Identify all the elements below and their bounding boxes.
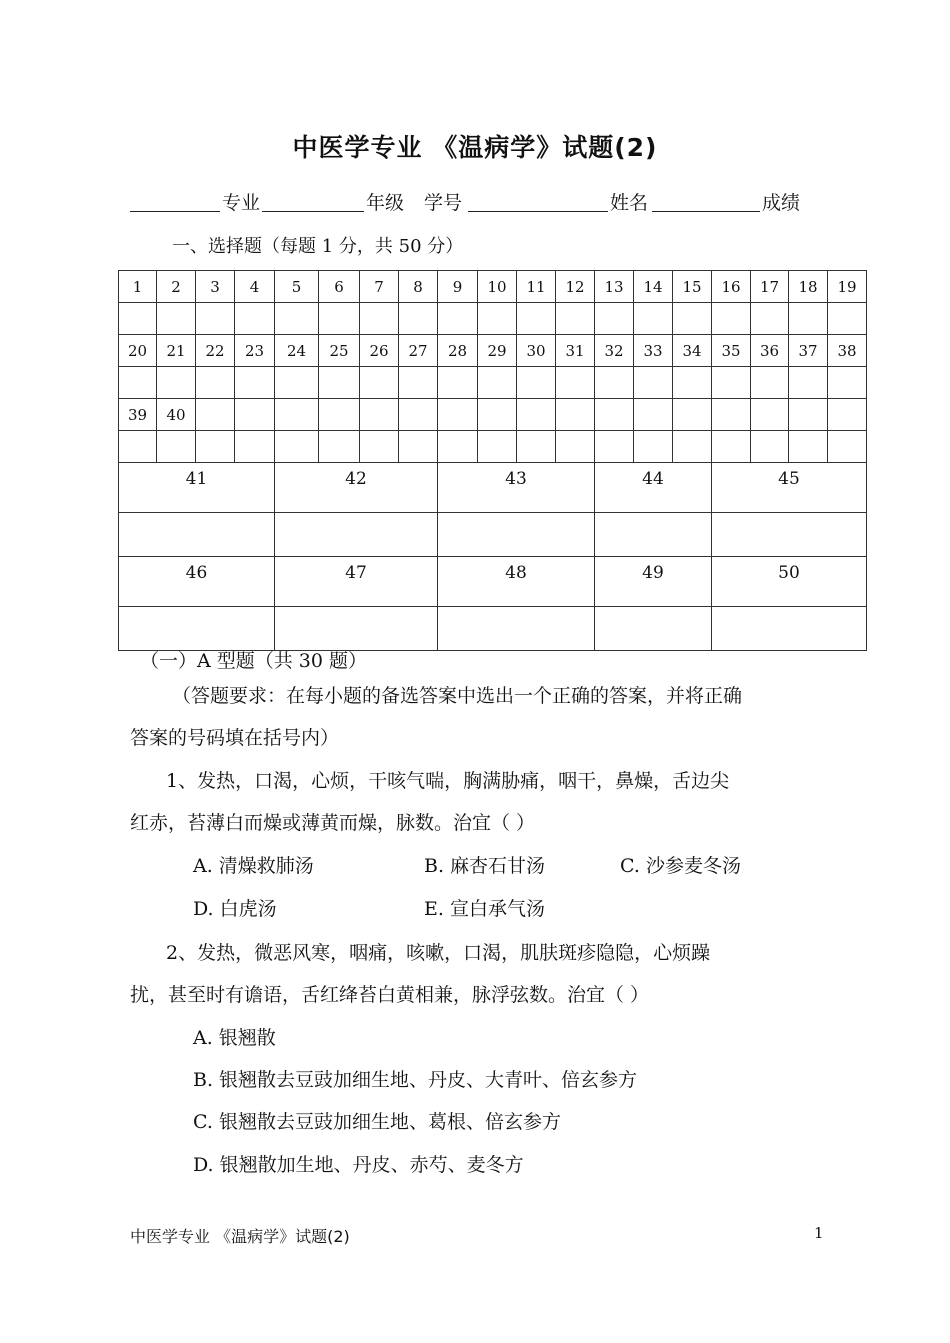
answer-cell[interactable] bbox=[789, 367, 828, 399]
grid-empty-cell bbox=[751, 399, 789, 431]
grid-empty-cell bbox=[196, 431, 235, 463]
student-id-blank[interactable] bbox=[468, 211, 608, 212]
answer-cell[interactable] bbox=[634, 367, 673, 399]
grid-number: 3 bbox=[196, 271, 235, 303]
grid-number: 28 bbox=[438, 335, 478, 367]
grid-number: 42 bbox=[275, 463, 438, 513]
score-label: 成绩 bbox=[762, 192, 801, 214]
grid-number: 44 bbox=[595, 463, 712, 513]
grid-number: 36 bbox=[751, 335, 789, 367]
grid-empty-cell bbox=[634, 431, 673, 463]
answer-cell[interactable] bbox=[275, 513, 438, 557]
grade-label: 年级 bbox=[366, 192, 405, 214]
page-footer: 中医学专业 《温病学》试题(2) bbox=[130, 1227, 350, 1246]
grid-empty-cell bbox=[673, 431, 712, 463]
answer-cell[interactable] bbox=[399, 303, 438, 335]
answer-cell[interactable] bbox=[275, 303, 319, 335]
requirement-line-1: （答题要求：在每小题的备选答案中选出一个正确的答案，并将正确 bbox=[172, 685, 743, 707]
grid-number: 18 bbox=[789, 271, 828, 303]
grid-number-row-4 bbox=[119, 463, 867, 513]
grid-empty-cell bbox=[517, 399, 556, 431]
answer-cell[interactable] bbox=[319, 303, 360, 335]
grid-number: 29 bbox=[478, 335, 517, 367]
answer-cell[interactable] bbox=[438, 303, 478, 335]
question-1-stem-2: 红赤，苔薄白而燥或薄黄而燥，脉数。治宜（ ） bbox=[130, 812, 536, 834]
grid-empty-cell bbox=[634, 399, 673, 431]
grid-number: 35 bbox=[712, 335, 751, 367]
grid-number: 41 bbox=[119, 463, 275, 513]
answer-cell[interactable] bbox=[789, 303, 828, 335]
grid-number: 31 bbox=[556, 335, 595, 367]
grid-number: 7 bbox=[360, 271, 399, 303]
answer-cell[interactable] bbox=[712, 513, 867, 557]
name-label: 姓名 bbox=[610, 192, 649, 214]
grid-empty-cell bbox=[789, 431, 828, 463]
answer-cell[interactable] bbox=[438, 367, 478, 399]
grid-empty-cell bbox=[789, 399, 828, 431]
grid-empty-cell bbox=[438, 399, 478, 431]
answer-cell[interactable] bbox=[517, 367, 556, 399]
answer-cell[interactable] bbox=[828, 367, 867, 399]
grid-empty-cell bbox=[438, 431, 478, 463]
grid-number: 33 bbox=[634, 335, 673, 367]
question-2-option-c[interactable]: C. 银翘散去豆豉加细生地、葛根、倍玄参方 bbox=[193, 1111, 561, 1133]
grid-number: 49 bbox=[595, 557, 712, 607]
grid-number: 40 bbox=[157, 399, 196, 431]
grid-empty-cell bbox=[319, 431, 360, 463]
grid-answer-row-2 bbox=[119, 367, 867, 399]
grid-number-row-3 bbox=[119, 399, 867, 431]
grid-number: 25 bbox=[319, 335, 360, 367]
grid-empty-cell bbox=[235, 399, 275, 431]
grid-empty-cell bbox=[235, 431, 275, 463]
grid-number: 43 bbox=[438, 463, 595, 513]
answer-cell[interactable] bbox=[157, 367, 196, 399]
grid-empty-cell bbox=[751, 431, 789, 463]
grid-number: 47 bbox=[275, 557, 438, 607]
grid-answer-row-1 bbox=[119, 303, 867, 335]
section-heading: 一、选择题（每题 1 分，共 50 分） bbox=[172, 236, 464, 257]
answer-cell[interactable] bbox=[595, 367, 634, 399]
grid-number: 34 bbox=[673, 335, 712, 367]
grid-empty-cell bbox=[595, 399, 634, 431]
grid-empty-cell bbox=[556, 399, 595, 431]
page-number: 1 bbox=[814, 1224, 824, 1242]
question-1-option-a[interactable]: A. 清燥救肺汤 bbox=[193, 855, 314, 877]
grid-empty-cell bbox=[319, 399, 360, 431]
major-label: 专业 bbox=[222, 192, 261, 214]
grid-number: 37 bbox=[789, 335, 828, 367]
answer-cell[interactable] bbox=[119, 303, 157, 335]
grid-empty-cell bbox=[196, 399, 235, 431]
grid-number: 46 bbox=[119, 557, 275, 607]
question-1-option-e[interactable]: E. 宣白承气汤 bbox=[424, 898, 545, 920]
grid-empty-cell bbox=[595, 431, 634, 463]
answer-cell[interactable] bbox=[595, 303, 634, 335]
answer-cell[interactable] bbox=[595, 513, 712, 557]
answer-cell[interactable] bbox=[556, 303, 595, 335]
requirement-line-2: 答案的号码填在括号内） bbox=[130, 727, 340, 749]
question-2-option-a[interactable]: A. 银翘散 bbox=[193, 1027, 276, 1049]
grid-number: 8 bbox=[399, 271, 438, 303]
grid-empty-cell bbox=[712, 399, 751, 431]
grid-empty-cell bbox=[828, 431, 867, 463]
answer-cell[interactable] bbox=[712, 303, 751, 335]
grid-number: 39 bbox=[119, 399, 157, 431]
grid-empty-cell bbox=[712, 431, 751, 463]
grid-answer-row-3 bbox=[119, 431, 867, 463]
grid-empty-cell bbox=[828, 399, 867, 431]
answer-cell[interactable] bbox=[157, 431, 196, 463]
answer-cell[interactable] bbox=[595, 607, 712, 651]
answer-cell[interactable] bbox=[319, 367, 360, 399]
answer-cell[interactable] bbox=[157, 303, 196, 335]
grid-empty-cell bbox=[360, 431, 399, 463]
grid-number: 19 bbox=[828, 271, 867, 303]
grid-number: 9 bbox=[438, 271, 478, 303]
answer-cell[interactable] bbox=[275, 367, 319, 399]
subsection-heading: （一）A 型题（共 30 题） bbox=[140, 650, 368, 672]
grid-number: 27 bbox=[399, 335, 438, 367]
grid-empty-cell bbox=[275, 399, 319, 431]
question-1-stem-1: 1、发热，口渴，心烦，干咳气喘，胸满胁痛，咽干，鼻燥，舌边尖 bbox=[166, 770, 730, 792]
grid-number-row-5 bbox=[119, 557, 867, 607]
grid-number: 16 bbox=[712, 271, 751, 303]
grid-number: 48 bbox=[438, 557, 595, 607]
grid-number-row-2 bbox=[119, 335, 867, 367]
answer-cell[interactable] bbox=[478, 367, 517, 399]
grid-empty-cell bbox=[275, 431, 319, 463]
page-title: 中医学专业 《温病学》试题(2) bbox=[292, 133, 658, 162]
grid-number: 6 bbox=[319, 271, 360, 303]
grid-empty-cell bbox=[517, 431, 556, 463]
grid-number: 23 bbox=[235, 335, 275, 367]
question-2-stem-2: 扰，甚至时有谵语，舌红绛苔白黄相兼，脉浮弦数。治宜（ ） bbox=[130, 984, 650, 1006]
grid-number: 45 bbox=[712, 463, 867, 513]
grid-number: 21 bbox=[157, 335, 196, 367]
answer-cell[interactable] bbox=[119, 431, 157, 463]
grid-number: 11 bbox=[517, 271, 556, 303]
grid-empty-cell bbox=[399, 399, 438, 431]
grid-number: 14 bbox=[634, 271, 673, 303]
grid-number: 38 bbox=[828, 335, 867, 367]
grid-number: 4 bbox=[235, 271, 275, 303]
major-blank[interactable] bbox=[130, 211, 220, 212]
answer-cell[interactable] bbox=[712, 607, 867, 651]
answer-cell[interactable] bbox=[751, 303, 789, 335]
answer-cell[interactable] bbox=[673, 303, 712, 335]
grid-number: 20 bbox=[119, 335, 157, 367]
grid-number: 5 bbox=[275, 271, 319, 303]
answer-cell[interactable] bbox=[751, 367, 789, 399]
answer-cell[interactable] bbox=[196, 303, 235, 335]
answer-cell[interactable] bbox=[438, 607, 595, 651]
grid-number: 12 bbox=[556, 271, 595, 303]
grid-empty-cell bbox=[399, 431, 438, 463]
grid-number: 2 bbox=[157, 271, 196, 303]
grid-number: 30 bbox=[517, 335, 556, 367]
grid-number: 22 bbox=[196, 335, 235, 367]
answer-cell[interactable] bbox=[556, 367, 595, 399]
question-2-option-b[interactable]: B. 银翘散去豆豉加细生地、丹皮、大青叶、倍玄参方 bbox=[193, 1069, 638, 1091]
grid-number: 26 bbox=[360, 335, 399, 367]
grid-empty-cell bbox=[673, 399, 712, 431]
question-2-stem-1: 2、发热，微恶风寒，咽痛，咳嗽，口渴，肌肤斑疹隐隐，心烦躁 bbox=[166, 942, 711, 964]
grid-number: 15 bbox=[673, 271, 712, 303]
answer-cell[interactable] bbox=[673, 367, 712, 399]
answer-grid bbox=[118, 270, 867, 651]
answer-cell[interactable] bbox=[235, 303, 275, 335]
answer-cell[interactable] bbox=[196, 367, 235, 399]
grid-number: 50 bbox=[712, 557, 867, 607]
answer-cell[interactable] bbox=[399, 367, 438, 399]
answer-cell[interactable] bbox=[478, 303, 517, 335]
answer-cell[interactable] bbox=[517, 303, 556, 335]
name-blank[interactable] bbox=[652, 211, 760, 212]
question-1-option-c[interactable]: C. 沙参麦冬汤 bbox=[620, 855, 741, 877]
answer-cell[interactable] bbox=[235, 367, 275, 399]
grid-number-row-1 bbox=[119, 271, 867, 303]
grid-empty-cell bbox=[478, 431, 517, 463]
grid-number: 24 bbox=[275, 335, 319, 367]
answer-cell[interactable] bbox=[438, 513, 595, 557]
answer-cell[interactable] bbox=[360, 303, 399, 335]
grid-empty-cell bbox=[556, 431, 595, 463]
answer-cell[interactable] bbox=[119, 513, 275, 557]
answer-cell[interactable] bbox=[712, 367, 751, 399]
answer-cell[interactable] bbox=[119, 367, 157, 399]
grade-blank[interactable] bbox=[262, 211, 364, 212]
grid-answer-row-4 bbox=[119, 513, 867, 557]
answer-cell[interactable] bbox=[634, 303, 673, 335]
grid-number: 10 bbox=[478, 271, 517, 303]
question-2-option-d[interactable]: D. 银翘散加生地、丹皮、赤芍、麦冬方 bbox=[193, 1154, 524, 1176]
grid-empty-cell bbox=[478, 399, 517, 431]
grid-number: 17 bbox=[751, 271, 789, 303]
answer-cell[interactable] bbox=[360, 367, 399, 399]
grid-number: 13 bbox=[595, 271, 634, 303]
student-id-label: 学号 bbox=[424, 192, 463, 214]
question-1-option-b[interactable]: B. 麻杏石甘汤 bbox=[424, 855, 546, 877]
grid-number: 1 bbox=[119, 271, 157, 303]
question-1-option-d[interactable]: D. 白虎汤 bbox=[193, 898, 277, 920]
grid-empty-cell bbox=[360, 399, 399, 431]
grid-number: 32 bbox=[595, 335, 634, 367]
answer-cell[interactable] bbox=[828, 303, 867, 335]
student-info-line bbox=[130, 186, 830, 216]
